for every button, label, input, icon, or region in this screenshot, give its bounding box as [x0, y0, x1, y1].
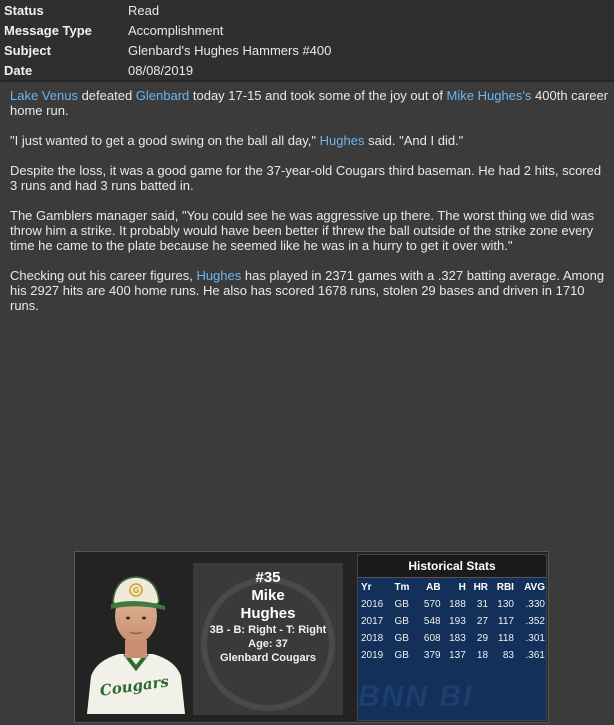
player-team[interactable]: Glenbard Cougars [220, 652, 316, 664]
column-header[interactable]: AB [426, 582, 441, 593]
player-link-mike-hughes[interactable]: Mike Hughes's [446, 88, 532, 103]
meta-value: Glenbard's Hughes Hammers #400 [128, 42, 332, 58]
meta-label: Message Type [4, 22, 92, 38]
table-cell: GB [394, 599, 409, 610]
team-link-lake-venus[interactable]: Lake Venus [10, 88, 78, 103]
table-cell: 188 [449, 599, 466, 610]
cap-logo: G [132, 586, 140, 595]
meta-row-subject [0, 40, 614, 60]
column-header[interactable]: AVG [524, 582, 545, 593]
table-cell: 83 [502, 650, 514, 661]
meta-label: Status [4, 2, 44, 18]
column-header[interactable]: HR [473, 582, 489, 593]
meta-label: Date [4, 62, 33, 78]
jersey-text: Cougars [98, 672, 170, 700]
table-cell: 548 [423, 616, 441, 627]
table-row [358, 630, 546, 647]
text-run: today 17-15 and took some of the joy out of [189, 88, 447, 103]
table-cell: 118 [498, 633, 514, 644]
player-info-panel [193, 563, 343, 715]
article-paragraph: Despite the loss, it was a good game for the 37-year-old Cougars third baseman. He had 2 hits, scored 3 runs and had 3 runs batted in. [10, 163, 602, 193]
historical-stats-panel [357, 554, 547, 721]
meta-value: 08/08/2019 [128, 62, 194, 78]
player-age: Age: 37 [248, 638, 288, 650]
table-cell: 18 [476, 650, 489, 661]
column-header[interactable]: H [458, 582, 466, 593]
table-cell: 2017 [361, 616, 384, 627]
stats-header-row [358, 578, 546, 596]
player-number: #35 [255, 569, 281, 586]
text-run: has played in 2371 games with a .327 batting average. Among his 2927 hits are 400 home runs. He also has scored 1678 runs, stolen 29 bases and driven in 1710 runs. [10, 268, 605, 313]
article-paragraph [10, 268, 608, 313]
meta-value: Accomplishment [128, 22, 224, 38]
meta-row-message-type [0, 20, 614, 40]
player-first-name[interactable]: Mike [251, 587, 285, 604]
table-cell: .352 [525, 616, 545, 627]
table-row [358, 613, 546, 630]
team-link-glenbard[interactable]: Glenbard [135, 88, 190, 103]
column-header[interactable]: Tm [394, 582, 410, 593]
text-run: "I just wanted to get a good swing on the ball all day," [10, 133, 320, 148]
player-last-name[interactable]: Hughes [240, 605, 296, 622]
player-link-hughes[interactable]: Hughes [196, 268, 242, 283]
table-cell: 29 [476, 633, 489, 644]
stats-watermark: BNN BI [358, 680, 474, 713]
message-header [0, 0, 614, 82]
header-divider [0, 80, 614, 82]
table-cell: 2016 [361, 599, 384, 610]
player-card [74, 551, 549, 723]
table-cell: GB [394, 650, 409, 661]
meta-row-date [0, 60, 614, 80]
table-cell: 31 [476, 599, 489, 610]
text-run: 400th career home run. [10, 88, 609, 118]
table-cell: .361 [525, 650, 545, 661]
table-cell: 137 [449, 650, 466, 661]
table-cell: 130 [497, 599, 514, 610]
table-cell: 2018 [361, 633, 384, 644]
text-run: said. "And I did." [364, 133, 464, 148]
meta-row-status [0, 0, 614, 20]
player-position: 3B - B: Right - T: Right [209, 624, 327, 636]
text-run: Checking out his career figures, [10, 268, 197, 283]
table-cell: 379 [423, 650, 441, 661]
table-cell: 608 [423, 633, 441, 644]
stats-table [358, 578, 546, 664]
meta-value: Read [128, 2, 160, 18]
table-cell: 183 [449, 633, 466, 644]
table-cell: 2019 [361, 650, 384, 661]
player-link-hughes[interactable]: Hughes [319, 133, 365, 148]
article-paragraph [10, 133, 608, 148]
article-paragraph: The Gamblers manager said, "You could see he was aggressive up there. The worst thing we did was throw him a strike. It probably would have been better if threw the ball outside of the strike zone every time he came to the plate because he seemed like he was in a hurry to get it over with." [10, 208, 595, 253]
table-cell: 117 [498, 616, 514, 627]
column-header[interactable]: RBI [496, 582, 514, 593]
table-cell: 27 [476, 616, 489, 627]
table-row [358, 647, 546, 664]
meta-label: Subject [4, 42, 51, 58]
table-cell: 193 [449, 616, 466, 627]
stats-title: Historical Stats [358, 555, 546, 578]
table-cell: .301 [525, 633, 545, 644]
column-header[interactable]: Yr [361, 582, 372, 593]
text-run: defeated [77, 88, 136, 103]
article-paragraph [10, 88, 608, 118]
table-row [358, 596, 546, 613]
table-cell: GB [394, 633, 409, 644]
table-cell: GB [394, 616, 409, 627]
table-cell: 570 [423, 599, 441, 610]
article-body [10, 88, 608, 328]
player-photo[interactable] [85, 564, 187, 714]
table-cell: .330 [525, 599, 545, 610]
